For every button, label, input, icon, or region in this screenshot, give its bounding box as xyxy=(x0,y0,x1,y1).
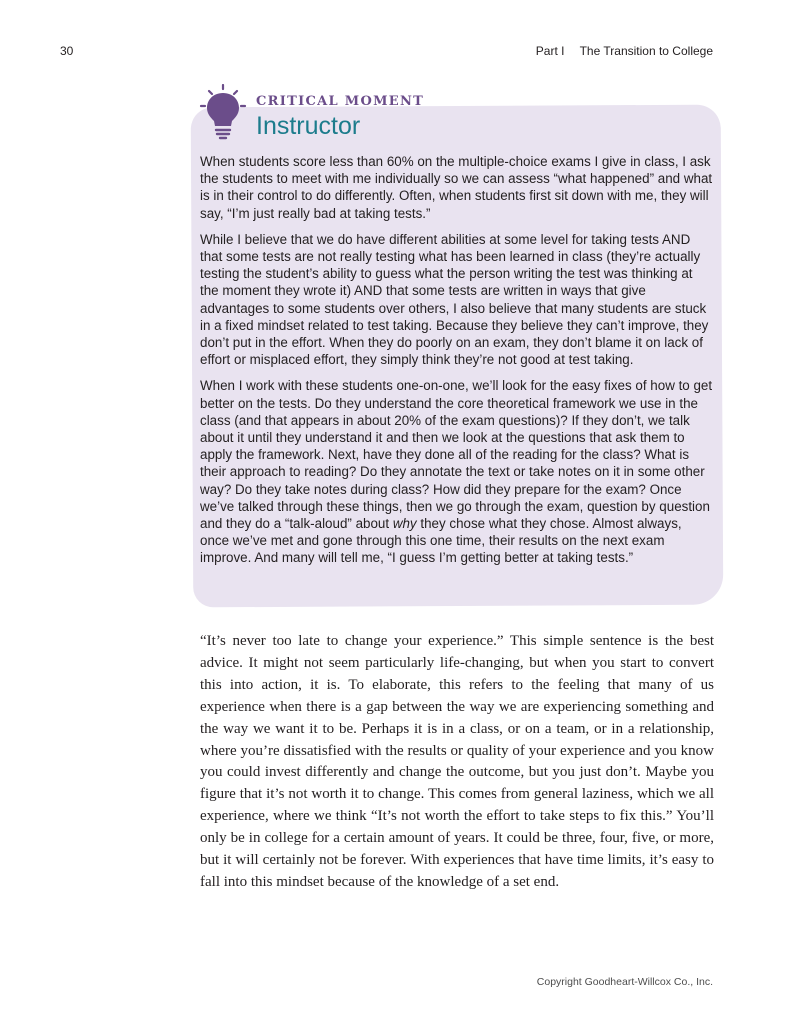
page-number: 30 xyxy=(60,44,74,58)
callout-title: Instructor xyxy=(256,112,361,140)
callout-emphasis: why xyxy=(392,516,417,532)
copyright-footer: Copyright Goodheart-Willcox Co., Inc. xyxy=(536,976,713,988)
callout-body xyxy=(200,153,714,576)
body-paragraph: “It’s never too late to change your experience.” This simple sentence is the best advice. It might not seem particularly life-changing, but when you start to convert this into action, it is. To elaborate, this refers to the feeling that many of us experience when there is a gap between the way we are experiencing something and the way we want it to be. Perhaps it is in a class, or on a team, or in a relationship, where you’re dissatisfied with the results or quality of your experience and you know you could invest differently and change the outcome, but you just don’t. Maybe you figure that it’s not worth it to change. This comes from general laziness, which we all experience, where we think “It’s not worth the effort to take steps to fix this.” You’ll only be in college for a certain amount of years. It could be three, four, five, or more, but it will certainly not be forever. With experiences that have time limits, it’s easy to fall into this mindset because of the knowledge of a set end. xyxy=(200,633,714,890)
callout-paragraph-text: they chose what they chose. Almost always, once we’ve met and gone through this one time, their results on the next exam improve. And many will tell me, “I guess I’m getting better at taking tests.” xyxy=(200,516,682,566)
callout-kicker: CRITICAL MOMENT xyxy=(256,94,425,109)
callout-paragraph: When students score less than 60% on the multiple-choice exams I give in class, I ask the students to meet with me individually so we can assess “what happened” and what is in their control to do differently. Often, when students first sit down with me, they will say, “I’m just really bad at taking tests.” xyxy=(200,154,713,221)
running-head xyxy=(536,44,713,58)
lightbulb-icon xyxy=(199,84,255,142)
running-head-chapter: The Transition to College xyxy=(579,44,713,58)
callout-paragraph-text: When I work with these students one-on-one, we’ll look for the easy fixes of how to get better on the tests. Do they understand the core theoretical framework we use in the class (and that appears in about 20% of the exam questions)? If they don’t, we talk about it until they understand it and then we look at the questions that ask them to apply the framework. Next, have they done all of the reading for the class? What is their approach to reading? Do they annotate the text or take notes on it in some other way? Do they take notes during class? How did they prepare for the exam? Once we’ve talked through these things, then we go through the exam, question by question and they do a “talk-aloud” about xyxy=(200,378,713,532)
callout-paragraph xyxy=(200,377,714,566)
running-head-part: Part I xyxy=(535,44,565,58)
callout-paragraph: While I believe that we do have different abilities at some level for taking tests AND that some tests are not really testing what has been learned in class (they’re actually testing the student’s ability to guess what the person writing the test was thinking at the moment they wrote it) AND that some tests are written in ways that give advantages to some students over others, I also believe that many students are stuck in a fixed mindset related to test taking. Because they believe they can’t improve, they don’t put in the effort. When they do poorly on an exam, they don’t blame it on lack of effort or misplaced effort, they simply think they’re not good at test taking. xyxy=(200,231,709,368)
